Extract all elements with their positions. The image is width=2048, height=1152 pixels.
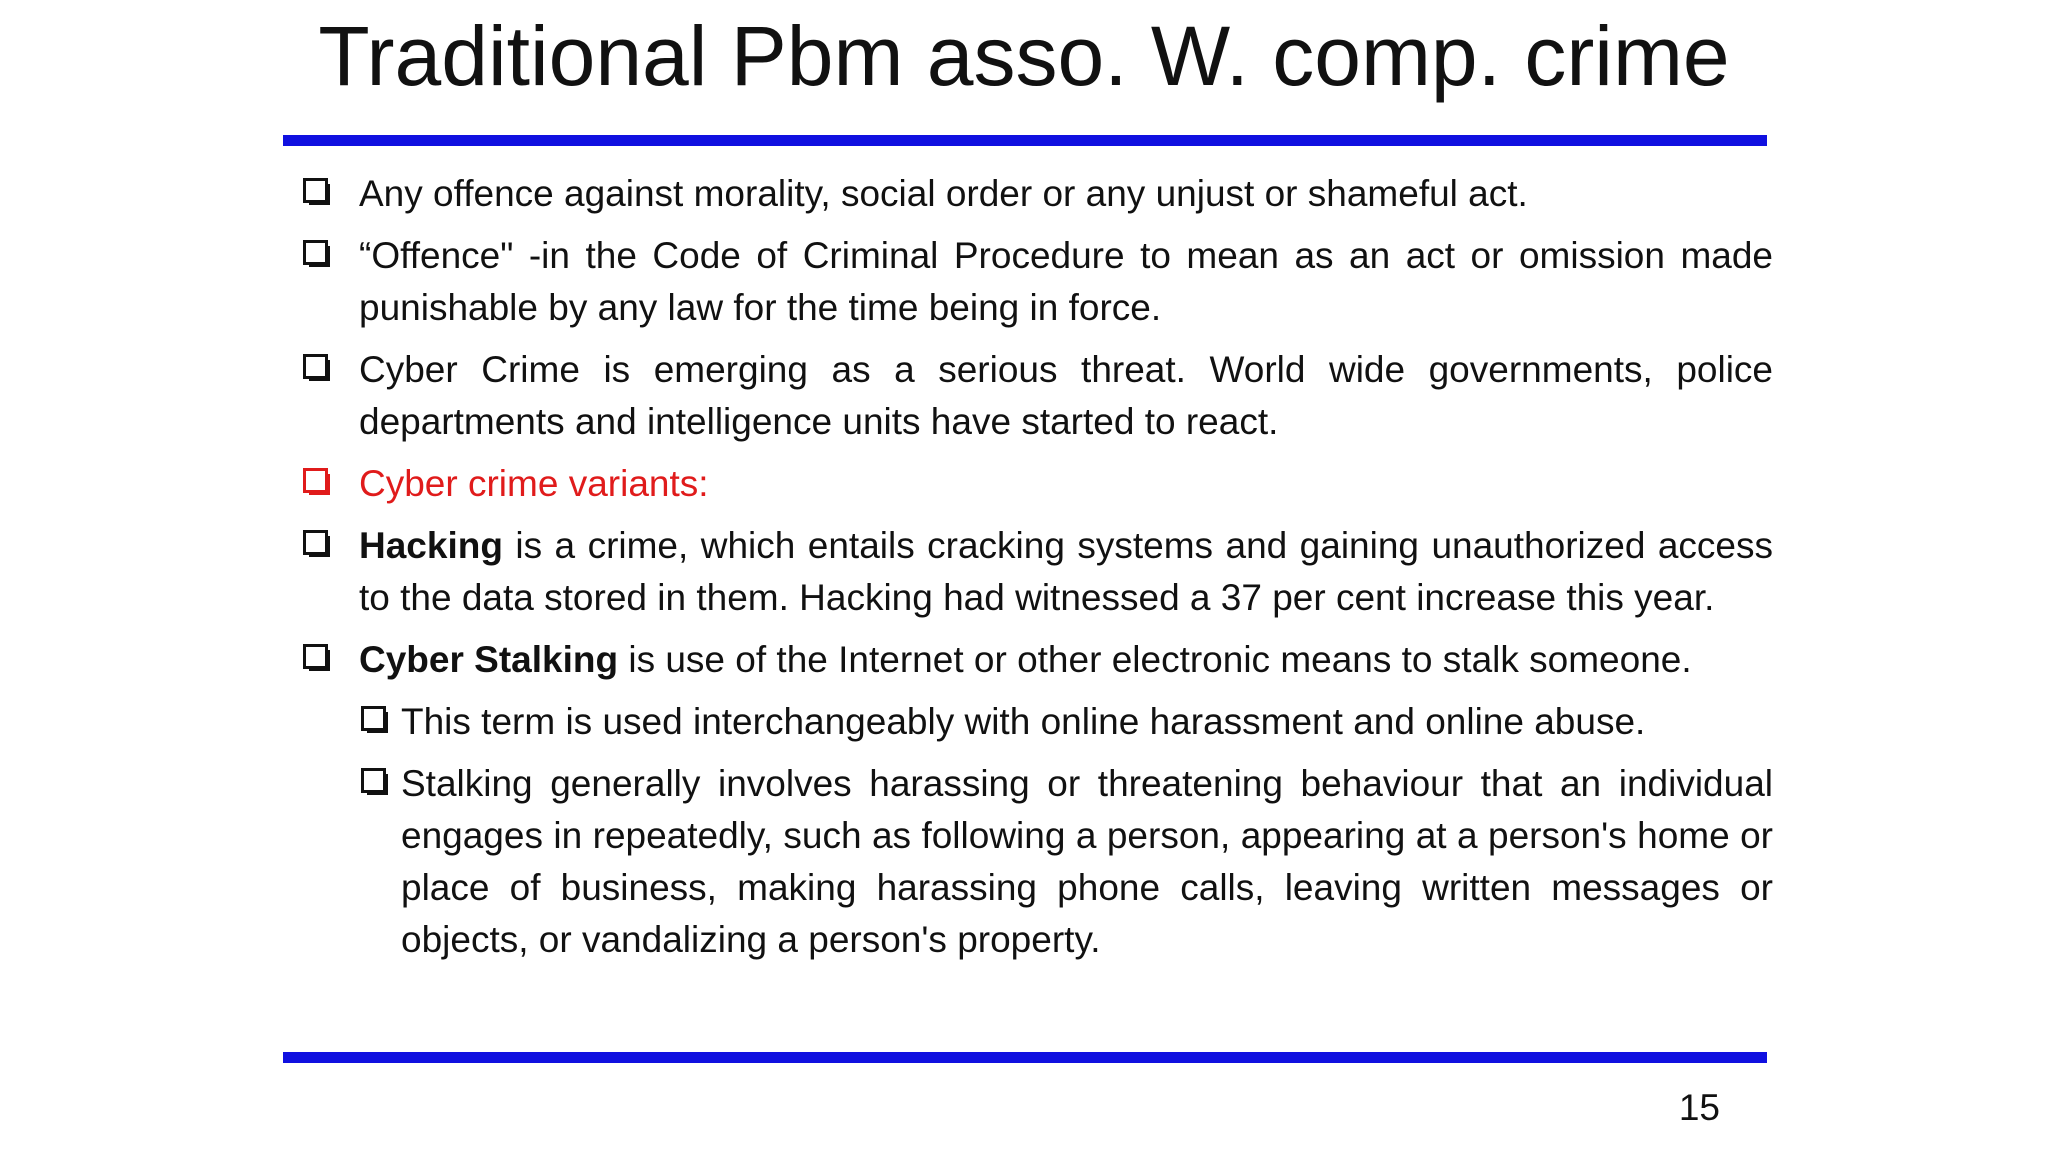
hacking-description: is a crime, which entails cracking systems and gaining unauthorized access to the data stored in them. Hacking had witnessed a 37 per cent increase this year. bbox=[359, 525, 1773, 618]
checkbox-bullet-icon bbox=[303, 354, 331, 382]
checkbox-bullet-icon bbox=[303, 530, 331, 558]
bullet-text: Cyber Crime is emerging as a serious threat. World wide governments, police departments and intelligence units have started to react. bbox=[359, 349, 1773, 442]
bullet-text bbox=[359, 634, 1773, 686]
bullet-text: “Offence" -in the Code of Criminal Procedure to mean as an act or omission made punishable by any law for the time being in force. bbox=[359, 235, 1773, 328]
bullet-item-cyber-crime bbox=[283, 344, 1773, 448]
bullet-list bbox=[283, 168, 1773, 976]
term-cyber-stalking: Cyber Stalking bbox=[359, 639, 619, 680]
checkbox-bullet-icon bbox=[303, 178, 331, 206]
top-divider bbox=[283, 135, 1767, 146]
page-number: 15 bbox=[1678, 1087, 1720, 1128]
bullet-item-cyber-stalking bbox=[283, 634, 1773, 686]
checkbox-bullet-icon bbox=[303, 468, 331, 496]
sub-bullet-text: Stalking generally involves harassing or threatening behaviour that an individual engages in repeatedly, such as following a person, appearing at a person's home or place of business, making harassing phone calls, leaving written messages or objects, or vandalizing a person's property. bbox=[401, 763, 1773, 960]
sub-bullet-text: This term is used interchangeably with online harassment and online abuse. bbox=[401, 701, 1646, 742]
cyber-stalking-description: is use of the Internet or other electronic means to stalk someone. bbox=[618, 639, 1692, 680]
bullet-item-morality bbox=[283, 168, 1773, 220]
checkbox-bullet-icon bbox=[361, 706, 389, 734]
sub-bullet-item-stalking bbox=[283, 758, 1773, 966]
bullet-item-hacking bbox=[283, 520, 1773, 624]
bottom-divider bbox=[283, 1052, 1767, 1063]
sub-bullet-item-interchangeable bbox=[283, 696, 1773, 748]
variants-heading: Cyber crime variants: bbox=[359, 463, 709, 504]
bullet-item-offence bbox=[283, 230, 1773, 334]
bullet-text: Any offence against morality, social order or any unjust or shameful act. bbox=[359, 173, 1528, 214]
bullet-text bbox=[359, 520, 1773, 624]
checkbox-bullet-icon bbox=[361, 768, 389, 796]
bullet-item-variants-heading bbox=[283, 458, 1773, 510]
checkbox-bullet-icon bbox=[303, 644, 331, 672]
term-hacking: Hacking bbox=[359, 525, 503, 566]
checkbox-bullet-icon bbox=[303, 240, 331, 268]
slide-title: Traditional Pbm asso. W. comp. crime bbox=[318, 9, 1730, 103]
